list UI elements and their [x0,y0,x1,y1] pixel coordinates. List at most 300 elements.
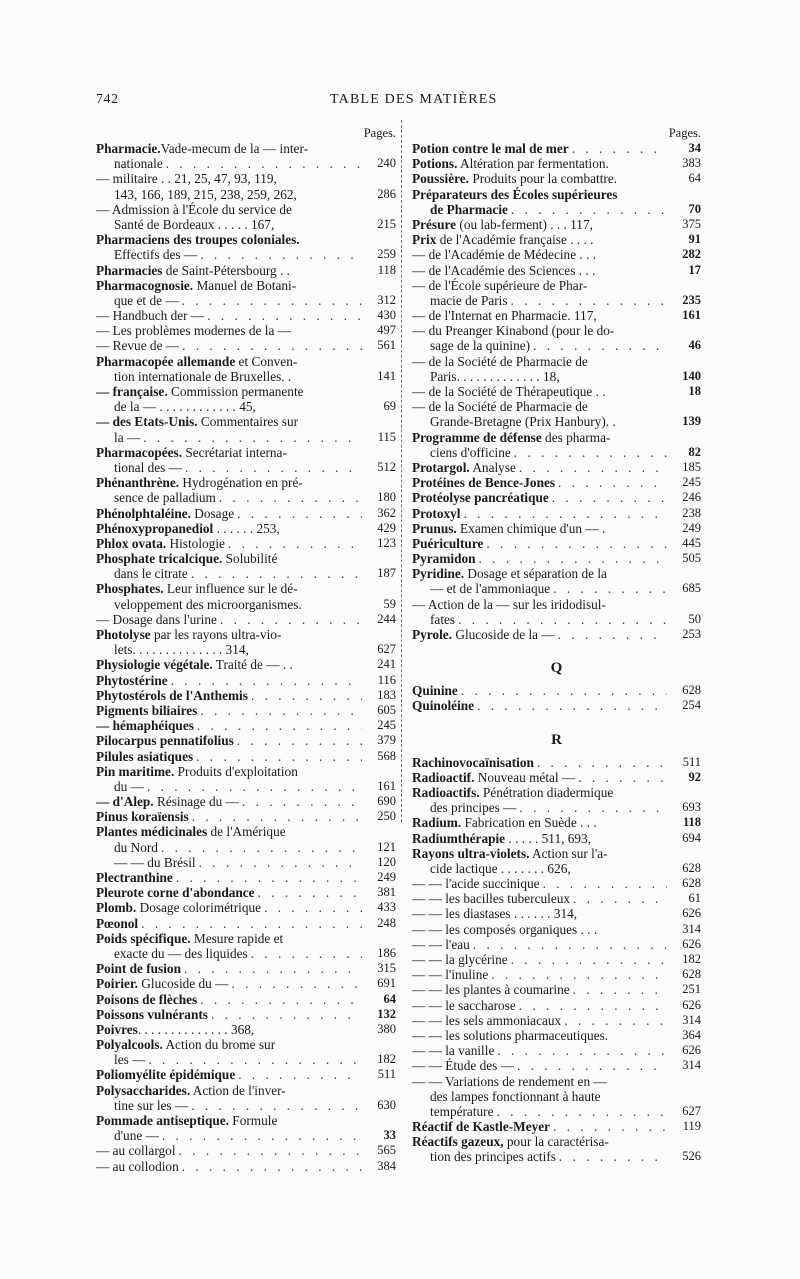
entry-text: Pénétration diadermique [479,784,614,800]
entry-term: Phénanthrène. [96,475,180,491]
entry-text: de l'Académie française . . . . [436,232,594,248]
dot-leader [197,992,362,1007]
entry-term: Pigments biliaires [96,702,198,718]
index-entry [96,703,396,718]
entry-page-number: 240 [377,156,396,171]
dot-leader [511,445,667,460]
entry-page-number: 186 [377,945,396,960]
entry-term: Pharmaciens des troupes coloniales. [96,232,300,248]
column-divider [401,120,403,822]
entry-page-number: 364 [682,1027,701,1042]
entry-text: des lampes fonctionnant à haute [430,1088,601,1104]
entry-term: Pin maritime. [96,763,175,779]
index-entry [412,1089,701,1104]
dot-leader [540,876,667,891]
entry-page-number: 691 [377,976,396,991]
entry-text: — — les sels ammoniacaux [412,1012,562,1028]
entry-text: — Les problèmes modernes de la — [96,323,291,339]
index-entry [96,1007,396,1022]
dot-leader [181,961,362,976]
entry-term: Plantes médicinales [96,824,208,840]
entry-term: — française. [96,384,168,399]
entry-term: Poids spécifique. [96,930,191,946]
entry-page-number: 430 [377,308,396,323]
index-entry [96,521,396,536]
dot-leader [530,338,667,353]
entry-page-number: 115 [377,429,396,444]
entry-term: Poliomyélite épidémique [96,1067,236,1083]
index-entry [96,1052,396,1067]
entry-term: Pyridine. [412,566,465,582]
entry-page-number: 497 [377,323,396,338]
entry-page-number: 505 [682,551,701,566]
index-entry [412,369,701,384]
index-entry [96,171,396,186]
index-entry [96,733,396,748]
dot-leader [549,490,667,505]
entry-page-number: 628 [682,683,701,698]
index-entry [96,976,396,991]
entry-text: tion internationale de Bruxelles. . [114,368,292,384]
index-entry [412,952,701,967]
index-entry [412,581,701,596]
dot-leader [534,755,667,770]
index-entry [412,187,701,202]
entry-term: Poirier. [96,976,138,992]
index-entry [412,876,701,891]
entry-page-number: 139 [682,414,701,429]
index-column-right [412,126,701,1165]
entry-text: tional des — [114,459,182,475]
entry-text: Santé de Bordeaux . . . . . 167, [114,216,275,232]
dot-leader [189,809,362,824]
entry-term: Poisons de flèches [96,991,198,1007]
entry-page-number: 315 [377,961,396,976]
dot-leader [197,247,362,262]
dot-leader [182,460,362,475]
entry-page-number: 626 [682,936,701,951]
index-entry [96,490,396,505]
index-entry [412,384,701,399]
index-entry [412,156,701,171]
entry-page-number: 215 [377,216,396,231]
entry-text: veloppement des microorganismes. [114,596,302,612]
index-entry [96,794,396,809]
index-entry [412,323,701,338]
index-entry [412,521,701,536]
dot-leader [179,293,362,308]
dot-leader [570,982,667,997]
index-entry [412,1119,701,1134]
index-entry [412,247,701,262]
index-entry [412,846,701,861]
index-entry [412,399,701,414]
index-entry [412,627,701,642]
index-entry [412,536,701,551]
index-entry [96,202,396,217]
entry-page-number: 17 [688,262,701,277]
entry-page-number: 182 [377,1052,396,1067]
entry-text: — de la Société de Thérapeutique . . [412,384,606,399]
entry-text: et Conven- [235,353,298,369]
entry-text: — — la glycérine [412,952,508,967]
dot-leader [176,1143,362,1158]
entry-term: Protéines de Bence-Jones [412,475,556,491]
dot-leader [248,688,362,703]
dot-leader [234,733,362,748]
index-entry [412,1074,701,1089]
entry-page-number: 380 [377,1021,396,1036]
dot-leader [194,718,362,733]
entry-term: Quinine [412,683,458,699]
entry-text: — de la Société de Pharmacie de [412,353,588,369]
dot-leader [570,891,667,906]
index-entry [96,840,396,855]
index-entry [412,785,701,800]
entry-page-number: 140 [682,368,701,383]
entry-text: — — l'inuline [412,967,489,983]
dot-leader [494,1043,667,1058]
index-entry [96,764,396,779]
entry-text: Dosage [190,505,235,521]
entry-page-number: 64 [688,171,701,186]
index-entry [96,1128,396,1143]
entry-term: Photolyse [96,627,151,642]
index-entry [96,536,396,551]
entry-page-number: 119 [682,1119,701,1134]
index-entry [96,642,396,657]
entry-page-number: 46 [688,338,701,353]
page-number: 742 [96,92,119,107]
entry-term: Préparateurs des Écoles supérieures [412,186,618,202]
dot-leader [217,612,362,627]
entry-text: Produits pour la combattre. [469,171,618,187]
entry-page-number: 628 [682,860,701,875]
dot-leader [140,430,362,445]
index-entry [412,891,701,906]
entry-term: Radiumthérapie [412,830,506,846]
entry-page-number: 116 [377,672,396,687]
index-entry [96,566,396,581]
entry-page-number: 690 [377,794,396,809]
index-entry [96,430,396,445]
index-entry [96,338,396,353]
entry-page-number: 375 [682,216,701,231]
entry-text: Manuel de Botani- [193,277,297,293]
running-title: TABLE DES MATIÈRES [330,92,498,107]
entry-text: Glucoside de la — [452,627,555,642]
index-entry [412,1149,701,1164]
index-entry [96,581,396,596]
index-entry [412,861,701,876]
entry-page-number: 250 [377,809,396,824]
entry-text: de la — . . . . . . . . . . . . 45, [114,399,256,415]
dot-leader [216,490,362,505]
entry-page-number: 183 [377,687,396,702]
index-entry [96,414,396,429]
index-entry [96,263,396,278]
dot-leader [248,946,362,961]
dot-leader [228,976,362,991]
entry-page-number: 248 [377,915,396,930]
index-entry [96,1022,396,1037]
index-entry [96,885,396,900]
index-entry [96,824,396,839]
index-entry [96,278,396,293]
index-entry [96,369,396,384]
entry-page-number: 244 [377,611,396,626]
entry-text: — du Preanger Kinabond (pour le do- [412,323,615,339]
entry-page-number: 511 [377,1067,396,1082]
entry-text: Produits d'exploitation [174,763,298,779]
entry-text: Dosage et séparation de la [464,566,607,582]
entry-text: d'une — [114,1128,159,1144]
entry-page-number: 511 [682,754,701,769]
index-entry [412,551,701,566]
index-entry [412,141,701,156]
entry-page-number: 381 [377,885,396,900]
entry-text: — — les composés organiques . . . [412,921,598,937]
entry-term: Phlox ovata. [96,535,167,551]
entry-text: — de l'Académie des Sciences . . . [412,262,596,278]
index-entry [412,202,701,217]
index-entry [412,612,701,627]
index-entry [96,718,396,733]
index-entry [412,490,701,505]
entry-text: Dosage colorimétrique [136,900,262,916]
entry-page-number: 249 [682,520,701,535]
entry-term: Phytostérine [96,672,168,688]
entry-text: — — l'eau [412,936,470,952]
index-entry [412,1134,701,1149]
entry-page-number: 694 [682,830,701,845]
entry-page-number: 314 [682,921,701,936]
index-entry [96,187,396,202]
index-entry [96,916,396,931]
entry-text: Commentaires sur [197,414,299,430]
dot-leader [461,506,668,521]
index-entry [412,475,701,490]
dot-leader [225,536,362,551]
entry-text: Fabrication en Suède . . . [461,815,597,831]
entry-term: Prunus. [412,520,457,536]
entry-text: Grande-Bretagne (Prix Hanbury). . [430,414,616,430]
entry-text: — et de l'ammoniaque [430,581,551,597]
dot-leader [159,1128,362,1143]
index-entry [412,1043,701,1058]
entry-text: température [430,1103,494,1119]
index-entry [96,445,396,460]
entry-page-number: 34 [688,141,701,155]
index-entry [96,1067,396,1082]
entry-page-number: 526 [682,1149,701,1164]
index-entry [412,755,701,770]
entry-term: — d'Alep. [96,794,154,810]
entry-text: sage de la quinine) [430,338,531,354]
index-entry [96,247,396,262]
entry-page-number: 379 [377,733,396,748]
index-entry [412,770,701,785]
entry-term: Phénoxypropanediol [96,520,214,536]
dot-leader [188,566,362,581]
entry-page-number: 245 [682,475,701,490]
dot-leader [514,1058,667,1073]
entry-page-number: 123 [377,535,396,550]
index-entry [412,922,701,937]
index-entry [96,870,396,885]
dot-leader [455,612,667,627]
entry-text: Paris. . . . . . . . . . . . . 18, [430,368,560,384]
entry-text: nationale [114,156,163,172]
entry-page-number: 180 [377,490,396,505]
entry-text: — Admission à l'École du service de [96,201,292,217]
index-entry [412,171,701,186]
index-entry [412,506,701,521]
entry-page-number: 628 [682,967,701,982]
entry-term: — des Etats-Unis. [96,414,198,430]
entry-term: Poussière. [412,171,469,187]
entry-text: cide lactique . . . . . . . 626, [430,860,571,876]
dot-leader [458,683,667,698]
entry-page-number: 314 [682,1012,701,1027]
entry-term: Pharmacognosie. [96,277,194,293]
entry-page-number: 141 [377,368,396,383]
entry-page-number: 362 [377,505,396,520]
index-list-r [412,755,701,1165]
entry-text: — — la vanille [412,1043,495,1059]
index-entry [96,1083,396,1098]
entry-page-number: 238 [682,505,701,520]
index-entry [96,308,396,323]
index-list-p [412,141,701,642]
entry-text: de Saint-Pétersbourg . . [162,262,291,278]
dot-leader [508,293,667,308]
entry-term: Pharmacopée allemande [96,353,236,369]
dot-leader [516,998,667,1013]
entry-term: Pharmacopées. [96,444,183,460]
entry-text: par les rayons ultra-vio- [150,627,282,642]
index-entry [412,982,701,997]
index-entry [412,566,701,581]
entry-page-number: 161 [377,778,396,793]
index-entry [96,1113,396,1128]
entry-page-number: 120 [377,854,396,869]
dot-leader [483,536,667,551]
entry-text: Altération par fermentation. [457,156,609,172]
entry-text: — au collargol [96,1143,176,1159]
dot-leader [168,673,362,688]
dot-leader [197,703,362,718]
entry-text: Action de l'inver- [190,1082,286,1098]
entry-page-number: 685 [682,581,701,596]
dot-leader [550,581,667,596]
entry-text: Leur influence sur le dé- [163,581,298,597]
entry-text: Secrétariat interna- [182,444,287,460]
entry-term: Phytostérols de l'Anthemis [96,687,248,703]
entry-term: Pommade antiseptique. [96,1113,229,1128]
dot-leader [561,1013,667,1028]
entry-page-number: 249 [377,870,396,884]
dot-leader [470,937,667,952]
entry-page-number: 50 [688,611,701,626]
index-entry [96,855,396,870]
dot-leader [138,916,362,931]
entry-text: (ou lab-ferment) . . . 117, [456,216,593,232]
entry-text: — Dosage dans l'urine [96,611,217,627]
dot-leader [173,870,362,885]
dot-leader [555,475,667,490]
entry-page-number: 91 [688,232,701,247]
index-entry [412,815,701,830]
index-entry [96,506,396,521]
dot-leader [575,770,667,785]
index-entry [412,445,701,460]
index-entry [96,597,396,612]
entry-text: — — du Brésil [114,854,196,870]
entry-page-number: 626 [682,997,701,1012]
index-entry [412,338,701,353]
entry-text: sence de palladium [114,490,216,506]
section-heading-q: Q [550,660,563,677]
entry-page-number: 433 [377,900,396,915]
entry-term: Point de fusion [96,961,181,977]
index-entry [412,278,701,293]
entry-page-number: 245 [377,718,396,733]
entry-page-number: 445 [682,535,701,550]
entry-term: Pilocarpus pennatifolius [96,733,234,749]
entry-text: — — le saccharose [412,997,516,1013]
entry-term: Potions. [412,156,458,172]
entry-term: Réactif de Kastle-Meyer [412,1119,551,1135]
entry-page-number: 64 [383,991,396,1006]
dot-leader [188,1098,362,1113]
entry-term: Pœonol [96,915,139,931]
entry-term: Poissons vulnérants [96,1006,208,1022]
entry-term: Radium. [412,815,462,831]
index-entry [96,156,396,171]
entry-page-number: 185 [682,459,701,474]
index-entry [412,430,701,445]
entry-page-number: 429 [377,520,396,535]
dot-leader [508,952,667,967]
dot-leader [516,800,667,815]
entry-text: Hydrogénation en pré- [179,475,303,491]
dot-leader [255,885,362,900]
entry-text: Action du brome sur [162,1037,276,1053]
index-entry [96,1159,396,1174]
index-column-left [96,126,396,1174]
index-entry [96,961,396,976]
index-entry [412,263,701,278]
entry-text: Traité de — . . [212,657,293,673]
index-entry [412,1104,701,1119]
entry-page-number: 241 [377,657,396,672]
index-entry [412,698,701,713]
entry-text: — de l'Académie de Médecine . . . [412,247,597,263]
index-entry [412,597,701,612]
entry-text: — Handbuch der — [96,308,205,324]
index-entry [96,551,396,566]
dot-leader [204,308,362,323]
entry-term: Polysaccharides. [96,1082,191,1098]
index-entry [96,141,396,156]
entry-text: pour la caractérisa- [503,1134,609,1150]
pages-label: Pages. [363,126,396,140]
index-entry [412,683,701,698]
entry-text: — de l'École supérieure de Phar- [412,277,588,293]
entry-text: ciens d'officine [430,444,511,460]
entry-term: Puériculture [412,535,484,551]
